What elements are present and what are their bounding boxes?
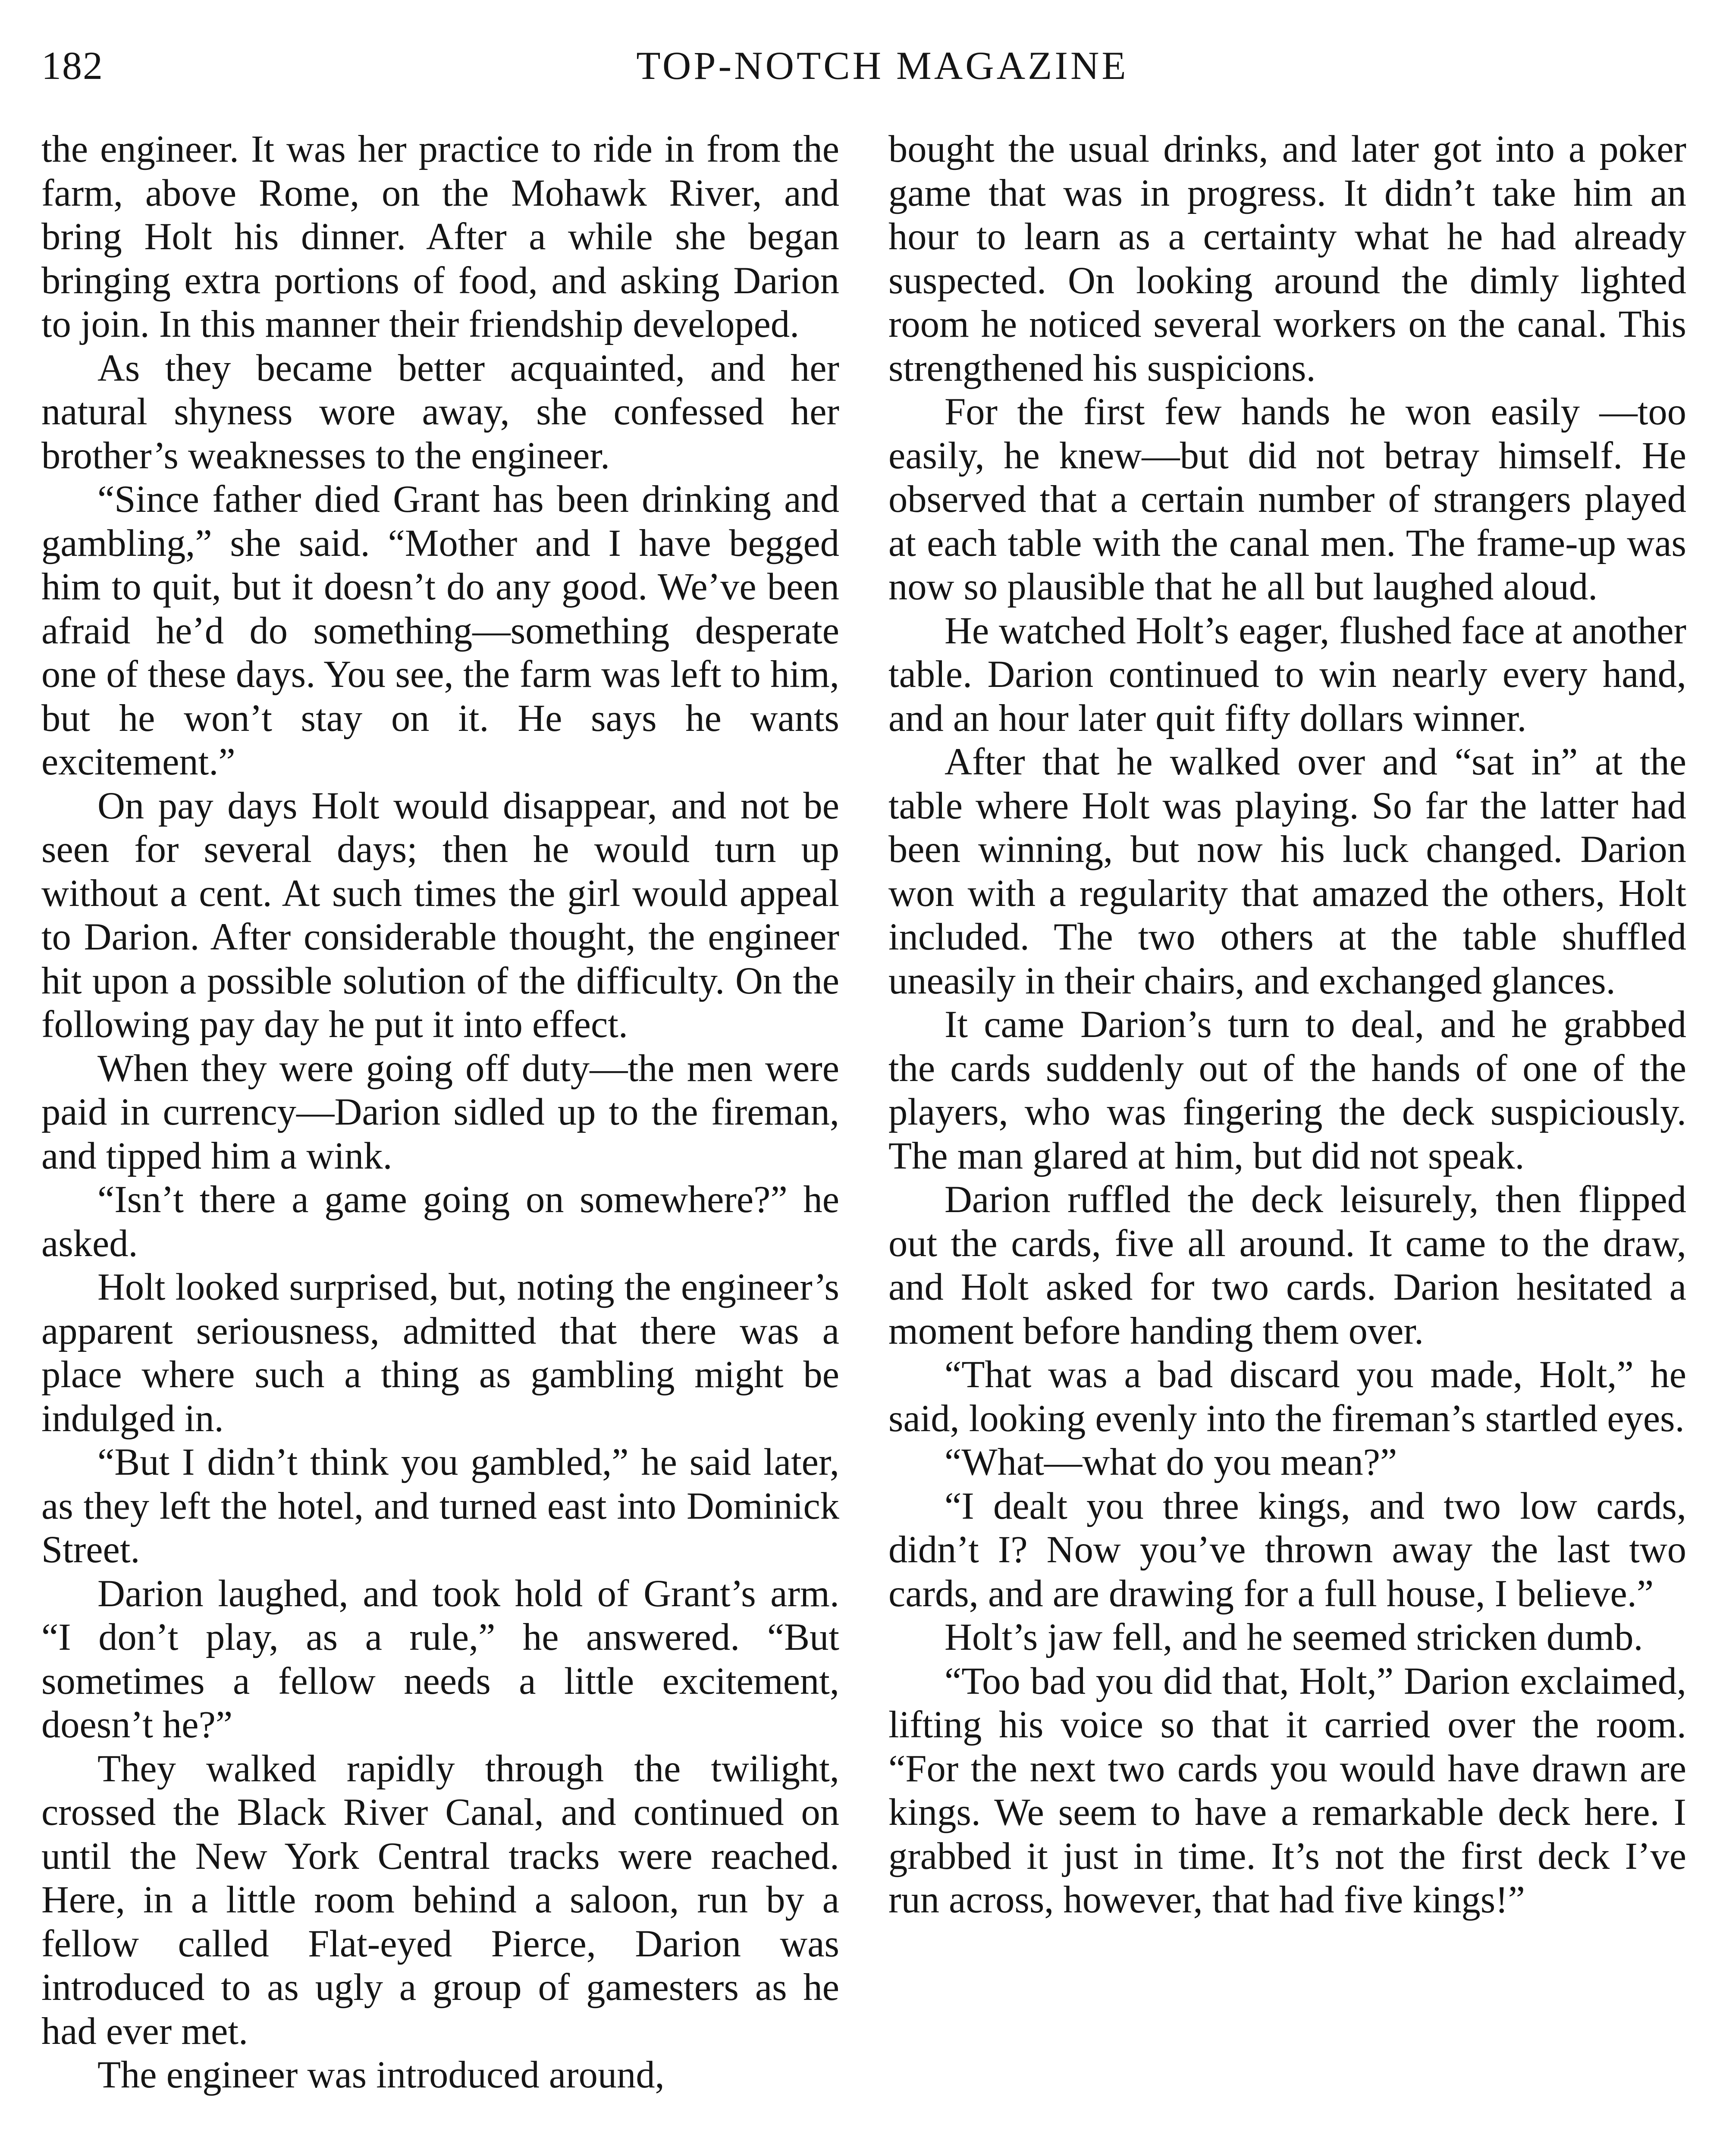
- left-paragraph-10: They walked rapidly through the twilight, crossed the Black River Canal, and continued on until the New York Central tracks were reached. Here, in a little room behind a saloon, run by a fellow called Flat-eyed Pierce, Darion was introduced to as ugly a group of gamesters as he had ever met.: [41, 1747, 839, 2053]
- right-paragraph-8: “What—what do you mean?”: [945, 1441, 1397, 1483]
- left-paragraph-4: On pay days Holt would disappear, and not be seen for several days; then he would turn up without a cent. At such times the girl would appeal to Darion. After considerable thought, the engineer hit upon a possible solution of the difficulty. On the following pay day he put it into effect.: [41, 784, 839, 1046]
- page-number: 182: [41, 44, 104, 88]
- right-paragraph-4: After that he walked over and “sat in” at the table where Holt was playing. So far the latter had been winning, but now his luck changed. Darion won with a regularity that amazed the others, Holt included. The two others at the table shuffled uneasily in their chairs, and exchanged glances.: [888, 741, 1686, 1002]
- left-paragraph-6: “Isn’t there a game going on somewhere?” he asked.: [41, 1178, 839, 1265]
- magazine-title: TOP-NOTCH MAGAZINE: [636, 44, 1129, 88]
- left-paragraph-5: When they were going off duty—the men were paid in currency—Darion sidled up to the fireman, and tipped him a wink.: [41, 1047, 839, 1177]
- right-paragraph-10: Holt’s jaw fell, and he seemed stricken dumb.: [945, 1616, 1643, 1658]
- left-paragraph-3: “Since father died Grant has been drinking and gambling,” she said. “Mother and I have begged him to quit, but it doesn’t do any good. We’ve been afraid he’d do something—something desperate one of these days. You see, the farm was left to him, but he won’t stay on it. He says he wants excitement.”: [41, 478, 839, 783]
- right-text-column: [888, 128, 1686, 1922]
- right-paragraph-7: “That was a bad discard you made, Holt,” he said, looking evenly into the fireman’s startled eyes.: [888, 1354, 1686, 1440]
- right-paragraph-2: For the first few hands he won easily —too easily, he knew—but did not betray himself. He observed that a certain number of strangers played at each table with the canal men. The frame-up was now so plausible that he all but laughed aloud.: [888, 391, 1686, 608]
- left-paragraph-2: As they became better acquainted, and her natural shyness wore away, she confessed her brother’s weaknesses to the engineer.: [41, 347, 839, 477]
- right-paragraph-3: He watched Holt’s eager, flushed face at another table. Darion continued to win nearly every hand, and an hour later quit fifty dollars winner.: [888, 609, 1686, 740]
- left-paragraph-1: the engineer. It was her practice to ride in from the farm, above Rome, on the Mohawk River, and bring Holt his dinner. After a while she began bringing extra portions of food, and asking Darion to join. In this manner their friendship developed.: [41, 128, 839, 345]
- left-paragraph-9: Darion laughed, and took hold of Grant’s arm. “I don’t play, as a rule,” he answered. “But sometimes a fellow needs a little excitement, doesn’t he?”: [41, 1572, 839, 1746]
- left-paragraph-11: The engineer was introduced around,: [97, 2054, 665, 2096]
- left-paragraph-8: “But I didn’t think you gambled,” he said later, as they left the hotel, and turned east into Dominick Street.: [41, 1441, 839, 1571]
- right-paragraph-1: bought the usual drinks, and later got into a poker game that was in progress. It didn’t take him an hour to learn as a certainty what he had already suspected. On looking around the dimly lighted room he noticed several workers on the canal. This strengthened his suspicions.: [888, 128, 1686, 389]
- right-paragraph-5: It came Darion’s turn to deal, and he grabbed the cards suddenly out of the hands of one of the players, who was fingering the deck suspiciously. The man glared at him, but did not speak.: [888, 1003, 1686, 1177]
- right-paragraph-9: “I dealt you three kings, and two low cards, didn’t I? Now you’ve thrown away the last two cards, and are drawing for a full house, I believe.”: [888, 1485, 1686, 1615]
- running-head: [41, 40, 1685, 91]
- left-paragraph-7: Holt looked surprised, but, noting the engineer’s apparent seriousness, admitted that there was a place where such a thing as gambling might be indulged in.: [41, 1266, 839, 1440]
- right-paragraph-6: Darion ruffled the deck leisurely, then flipped out the cards, five all around. It came to the draw, and Holt asked for two cards. Darion hesitated a moment before handing them over.: [888, 1178, 1686, 1352]
- right-paragraph-11: “Too bad you did that, Holt,” Darion exclaimed, lifting his voice so that it carried over the room. “For the next two cards you would have drawn are kings. We seem to have a remarkable deck here. I grabbed it just in time. It’s not the first deck I’ve run across, however, that had five kings!”: [888, 1660, 1686, 1921]
- left-text-column: [41, 128, 839, 2097]
